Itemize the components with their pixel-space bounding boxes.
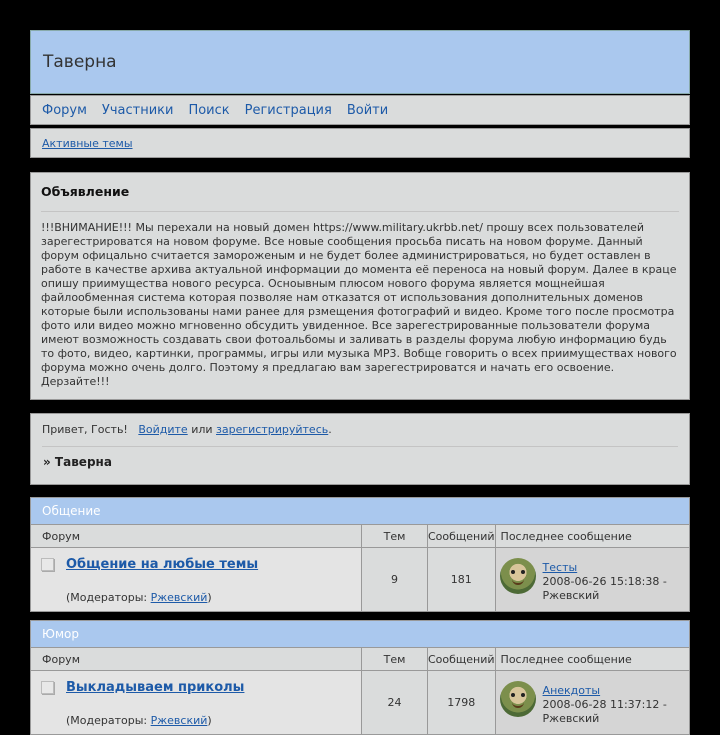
welcome-login-link[interactable]: Войдите bbox=[138, 423, 188, 436]
table-row bbox=[31, 548, 689, 612]
last-post-date: 2008-06-28 11:37:12 - bbox=[542, 697, 667, 711]
posts-count: 181 bbox=[428, 548, 496, 612]
col-lastpost-header: Последнее сообщение bbox=[495, 525, 689, 548]
divider bbox=[42, 446, 678, 447]
moderators-prefix: (Модераторы: bbox=[66, 591, 151, 604]
nav-forum-link[interactable]: Форум bbox=[42, 102, 87, 118]
avatar[interactable] bbox=[500, 558, 536, 594]
site-title: Таверна bbox=[43, 52, 117, 72]
nav-login-link[interactable]: Войти bbox=[346, 102, 389, 118]
nav-search-link[interactable]: Поиск bbox=[188, 102, 230, 118]
or-text: или bbox=[187, 423, 217, 436]
moderators-prefix: (Модераторы: bbox=[66, 714, 151, 727]
category-header: Юмор bbox=[31, 621, 689, 648]
divider bbox=[41, 211, 679, 212]
forum-status-icon bbox=[41, 558, 54, 571]
greeting-text: Привет, Гость! bbox=[42, 423, 128, 436]
welcome-register-link[interactable]: зарегистрируйтесь bbox=[216, 423, 329, 436]
active-topics-link[interactable]: Активные темы bbox=[42, 136, 133, 150]
sub-nav bbox=[30, 128, 690, 158]
col-topics-header: Тем bbox=[362, 525, 428, 548]
welcome-box bbox=[30, 413, 690, 485]
announcement-box bbox=[30, 172, 690, 400]
category-block bbox=[30, 497, 690, 612]
posts-count: 1798 bbox=[428, 671, 496, 735]
moderator-link[interactable]: Ржевский bbox=[150, 591, 208, 604]
last-topic-link[interactable]: Анекдоты bbox=[542, 683, 601, 697]
page-wrapper bbox=[30, 30, 690, 735]
moderators-line bbox=[66, 591, 212, 604]
col-posts-header: Сообщений bbox=[428, 648, 496, 671]
announcement-text: !!!ВНИМАНИЕ!!! Мы перехали на новый домен https://www.military.ukrbb.net/ прошу всех пользователей зарегестрироватся на новом форуме. Все новые сообщения просьба писать на новом форуме. Данный форум офицально считается замороженым и не будет более администрироваться, но будет оставлен в работе в качестве архива актуальной информации до момента её переноса на новый форум. Далее в краце опишу приимущества нового ресурса. Осноывным плюсом нового форума является мощнейшая файлообменная система которая позволяе нам отказатся от использования дополнительных доменов которые были использованы нами ранее для рзмещения фотографий и видео. Кроме того после просмотра фото или видео можно мгновенно обсудить увиденное. Все зарегестрированные пользователи форума имеют возможность создавать свои фотоальбомы и заливать в разделы форума любую информацию будь то фото, видео, картинки, программы, игры или музыка MP3. Вобще говорить о всех приимуществах нового форума можно очень долго. Поэтому я предлагаю вам зарегестрироватся и начать его освоение. Дерзайте!!! bbox=[41, 221, 677, 388]
last-post-author: Ржевский bbox=[542, 711, 600, 725]
forum-status-icon bbox=[41, 681, 54, 694]
last-topic-link[interactable]: Тесты bbox=[542, 560, 578, 574]
welcome-line bbox=[42, 423, 678, 436]
site-header bbox=[30, 30, 690, 94]
moderator-link[interactable]: Ржевский bbox=[150, 714, 208, 727]
moderators-suffix: ) bbox=[207, 714, 212, 727]
col-forum-header: Форум bbox=[31, 648, 362, 671]
forum-title-link[interactable]: Общение на любые темы bbox=[66, 557, 259, 572]
announcement-title: Объявление bbox=[41, 184, 130, 199]
table-row bbox=[31, 671, 689, 735]
forum-table bbox=[31, 525, 689, 611]
avatar[interactable] bbox=[500, 681, 536, 717]
last-post-author: Ржевский bbox=[542, 588, 600, 602]
nav-members-link[interactable]: Участники bbox=[101, 102, 174, 118]
breadcrumb: » Таверна bbox=[43, 455, 112, 469]
col-posts-header: Сообщений bbox=[428, 525, 496, 548]
topics-count: 9 bbox=[362, 548, 428, 612]
topics-count: 24 bbox=[362, 671, 428, 735]
forum-cell bbox=[31, 548, 362, 612]
col-forum-header: Форум bbox=[31, 525, 362, 548]
col-lastpost-header: Последнее сообщение bbox=[495, 648, 689, 671]
main-nav bbox=[30, 95, 690, 125]
period-text: . bbox=[328, 423, 332, 436]
category-block bbox=[30, 620, 690, 735]
forum-cell bbox=[31, 671, 362, 735]
forum-table bbox=[31, 648, 689, 734]
moderators-line bbox=[66, 714, 212, 727]
nav-register-link[interactable]: Регистрация bbox=[244, 102, 332, 118]
moderators-suffix: ) bbox=[207, 591, 212, 604]
last-post-cell bbox=[495, 548, 689, 612]
col-topics-header: Тем bbox=[362, 648, 428, 671]
forum-title-link[interactable]: Выкладываем приколы bbox=[66, 680, 245, 695]
last-post-cell bbox=[495, 671, 689, 735]
last-post-date: 2008-06-26 15:18:38 - bbox=[542, 574, 667, 588]
category-header: Общение bbox=[31, 498, 689, 525]
